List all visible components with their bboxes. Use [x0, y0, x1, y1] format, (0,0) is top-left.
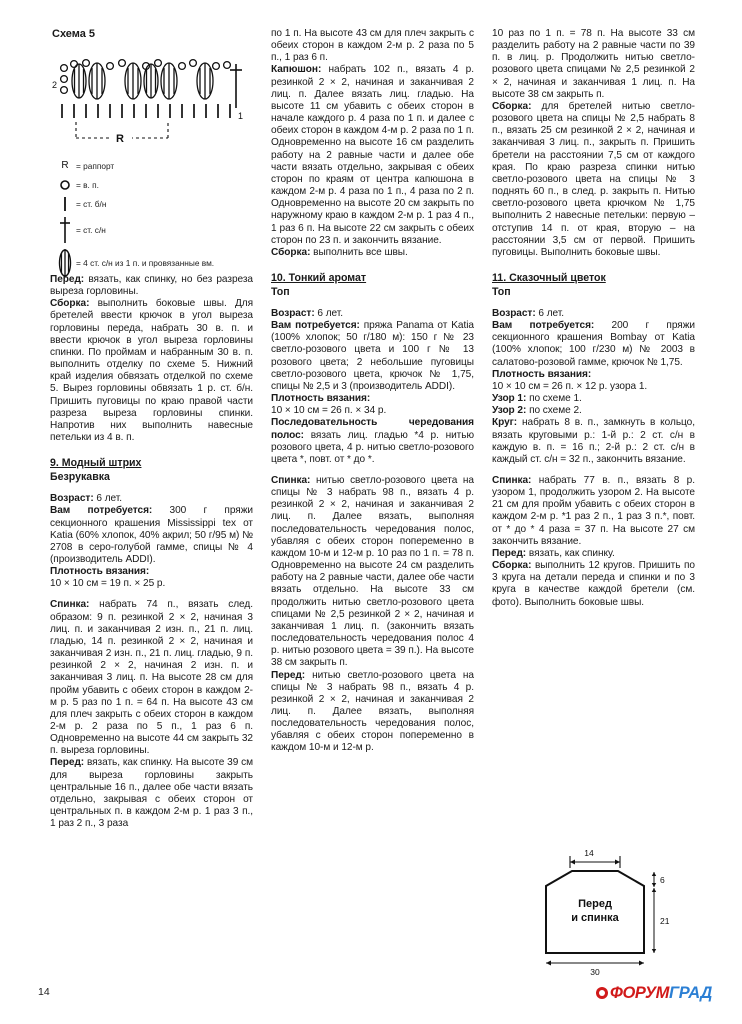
label-materials: Вам потребуется: — [50, 505, 153, 517]
text-back: нитью светло-розового цвета на спицы № 3 набрать 98 п., вязать 4 р. резинкой 2 × 2, начиная и заканчивая 2 лиц. п. Далее вязать, выполняя последовательность чередования полос, убавляя с обеих сторон попеременно в каждом 10-м и 12-м р. 10 раз по 1 п. = 78 п. Одновременно на высоте 24 см разделить работу на 2 равные части, далее обе части вязать отдельно. На высоте 33 см продолжить нитью светло-розового цвета спицами № 2,5 резинкой 2 × 2, начиная и заканчивая 1 лиц. п. (закончить вязать последовательность чередования полос 4 р. нитью розового цвета = 39 п.). На высоте 38 см закрыть п. — [271, 475, 474, 669]
leaf-cluster-icon — [54, 248, 76, 278]
label-materials: Вам потребуется: — [271, 320, 360, 332]
label-age: Возраст: — [271, 307, 315, 319]
legend-text: = в. п. — [76, 179, 99, 190]
text-front: вязать, как спинку. — [526, 547, 615, 559]
section-heading-11: 11. Сказочный цветок — [492, 271, 606, 284]
section-subheading-10: Топ — [271, 285, 290, 298]
paragraph-density-value: 10 × 10 см = 26 п. × 12 р. узора 1. — [492, 380, 648, 392]
paragraph-assembly — [271, 247, 474, 259]
legend-text: = ст. с/н — [76, 224, 106, 235]
paragraph-age — [271, 308, 474, 320]
text-front: вязать, как спинку, но без разреза выреза горловины. — [50, 274, 253, 298]
text-back: набрать 74 п., вязать след. образом: 9 п. резинкой 2 × 2, начиная 3 лиц. п. и заканчивая 2 изн. п., 21 п. лиц. гладью, 14 п. резинкой 2 × 2, начиная и заканчивая 2 изн. п., 21 п. лиц. гладью, 9 п. резинкой 2 × 2, начиная 2 изн. п. и заканчивая 3 лиц. п. На высоте 28 см для пройм убавить с обеих сторон в каждом 2-м р. 5 раз по 1 п. = 64 п. На высоте 43 см для плеч закрыть с обеих сторон в каждом 2-м р. 2 раза по 5 п., 1 раз 6 п. Одновременно на высоте 44 см закрыть 32 п. выреза горловины. — [50, 599, 253, 757]
paragraph-front — [492, 548, 695, 560]
rapport-label: R — [116, 133, 124, 145]
legend-item-double-crochet — [54, 213, 254, 246]
text-assembly: выполнить все швы. — [310, 246, 408, 258]
paragraph-age — [50, 493, 253, 505]
label-materials: Вам потребуется: — [492, 320, 595, 332]
text-back: набрать 77 в. п., вязать 8 р. узором 1, продолжить узором 2. На высоте 21 см для пройм убавить с обеих сторон в каждом 2-м р. *1 раз 2 п., 1 раз 3 п.*, повт. от * до * 4 раза = 37 п. На высоте 27 см закончить вязание. — [492, 475, 695, 547]
label-front: Перед: — [492, 547, 527, 559]
chart-symbols-svg — [50, 46, 253, 154]
text-stripes: вязать лиц. гладью *4 р. нитью розового цвета, 4 р. нитью светло-розового цвета *, повт. от * до *. — [271, 429, 474, 465]
paragraph-stripes — [271, 417, 474, 466]
forum-logo-icon — [596, 987, 608, 999]
paragraph-density-label — [492, 369, 695, 381]
label-assembly: Сборка: — [50, 298, 90, 310]
paragraph-pattern-1 — [492, 393, 695, 405]
paragraph-assembly — [492, 101, 695, 259]
paragraph-back — [50, 599, 253, 757]
chain-stitch-icon — [54, 179, 76, 191]
dimension-side — [652, 888, 656, 953]
text-assembly: для бретелей нитью светло-розового цвета на спицы № 2,5 набрать 8 п., вязать 25 см резинкой 2 × 2, начиная и заканчивая 3 лиц. п., закрыть п. Пришить бретели на расстоянии 7,5 см от каждого края. По краю разреза спинки нитью светло-розового цвета на спицы № 3 поднять 60 п., в след. р. закрыть п. Нитью светло-розового цвета крючком № 1,75 выполнить 2 навесные петельки: первую – отступив 14 п. от края, вторую – на расстоянии 3,5 см от первой. Пришить пуговицы. Выполнить боковые швы. — [492, 100, 695, 258]
paragraph-assembly-2 — [492, 560, 695, 609]
dimension-side-label: 21 — [660, 916, 670, 926]
label-density: Плотность вязания: — [50, 566, 150, 578]
paragraph-density-label — [50, 566, 253, 578]
text-age: 6 лет. — [93, 493, 122, 505]
text-circle: набрать 8 в. п., замкнуть в кольцо, вязать круговыми р.: 1-й р.: 2 ст. с/н в каждую в. п. = 16 п.; 2-й р.: 2 ст. с/н в каждый ст. с/н = 32 п., закончить вязание. — [492, 417, 695, 465]
label-density: Плотность вязания: — [271, 393, 371, 405]
text-age: 6 лет. — [314, 307, 343, 319]
dimension-bottom — [546, 961, 644, 966]
label-front: Перед: — [50, 274, 85, 285]
label-front-2: Перед: — [50, 757, 85, 769]
watermark-red-text: ФОРУМ — [610, 984, 670, 1002]
label-assembly: Сборка: — [492, 100, 532, 112]
text-pattern-2: по схеме 2. — [526, 405, 582, 417]
label-density: Плотность вязания: — [492, 368, 592, 380]
column-2 — [271, 28, 474, 978]
garment-schematic-diagram — [508, 848, 708, 978]
chart-legend — [54, 156, 254, 279]
paragraph-materials — [271, 320, 474, 393]
dimension-shoulder — [652, 872, 656, 887]
single-crochet-icon — [54, 196, 76, 212]
paragraph-continued: по 1 п. На высоте 43 см для плеч закрыть с обеих сторон в каждом 2-м р. 2 раза по 5 п., 1 раз 6 п. — [271, 28, 474, 64]
text-age: 6 лет. — [535, 307, 564, 319]
label-front: Перед: — [271, 669, 306, 681]
legend-text: = раппорт — [76, 160, 115, 171]
paragraph-back — [271, 475, 474, 670]
text-materials: 200 г пряжи секционного крашения Bombay от Katia (100% хлопок; 100 г/230 м) № 2003 в салатово-розовой гамме, крючок № 1,75. — [492, 320, 695, 368]
text-assembly-2: выполнить 12 кругов. Пришить по 3 круга на детали переда и спинки и по 3 круга в качестве каждой бретели (см. фото). Выполнить боковые швы. — [492, 560, 695, 608]
leaf-cluster — [89, 63, 105, 99]
section-heading-9: 9. Модный штрих — [50, 457, 142, 470]
paragraph-density-value: 10 × 10 см = 26 п. × 34 р. — [271, 405, 387, 417]
label-assembly: Сборка: — [271, 246, 311, 258]
label-stripes: Последовательность чередования полос: — [271, 417, 474, 441]
paragraph-pattern-2 — [492, 405, 695, 417]
legend-item-cluster — [54, 246, 254, 279]
legend-text: = ст. б/н — [76, 198, 107, 209]
watermark-blue-text: ГРАД — [669, 984, 712, 1002]
label-pattern-1: Узор 1: — [492, 393, 527, 405]
text-materials: пряжа Panama от Katia (100% хлопок; 50 г/180 м): 150 г № 23 светло-розового цвета и 100 г № 13 розового цвета; 2 небольшие пуговицы светло-розового цвета, крючок № 1,75, спицы № 2,5 и 3 (производитель ADDI). — [271, 320, 474, 392]
paragraph-hood — [271, 64, 474, 246]
dimension-bottom-label: 30 — [590, 967, 600, 977]
label-age: Возраст: — [50, 493, 94, 505]
label-assembly-2: Сборка: — [492, 560, 532, 572]
paragraph-density-value: 10 × 10 см = 19 п. × 25 р. — [50, 578, 166, 590]
section-subheading-9: Безрукавка — [50, 471, 110, 484]
label-age: Возраст: — [492, 307, 536, 319]
text-materials: 300 г пряжи секционного крашения Mississippi tex от Katia (60% хлопок, 40% акрил; 50 г/95 м) № 2708 в серо-голубой гамме, спицы № 4 (производитель ADDI). — [50, 505, 253, 565]
page-number: 14 — [38, 986, 50, 998]
row-label-1: 1 — [238, 111, 244, 121]
legend-item-chain — [54, 175, 254, 194]
piece-label-line2: и спинка — [571, 912, 619, 924]
paragraph-continued: 10 раз по 1 п. = 78 п. На высоте 33 см разделить работу на 2 равные части по 39 п. в лиц. р. Продолжить нитью светло-розового цвета спицами № 2,5 резинкой 2 × 2, начиная и заканчивая 1 лиц. п. На высоте 38 см закрыть п. — [492, 28, 695, 100]
label-back: Спинка: — [492, 475, 532, 486]
double-crochet-icon — [54, 216, 76, 244]
paragraph-front — [271, 670, 474, 755]
label-back: Спинка: — [50, 599, 90, 611]
text-assembly: выполнить боковые швы. Для бретелей ввести крючок в угол выреза горловины переда, набрать 30 в. п. и ввести крючок в угол выреза горловины спинки. По проймам и набранным 30 в. п. выполнить отделку по схеме 5. Нижний край изделия обвязать отделкой по схеме 5. Вырез горловины обвязать 1 р. ст. б/н. Пришить пуговицы по краю правой части разреза выреза горловины спинки. Напротив них выполнить навесные петельки из 4 в. п. — [50, 298, 253, 444]
dimension-top-label: 14 — [584, 848, 594, 858]
text-front: нитью светло-розового цвета на спицы № 3 набрать 98 п., вязать 4 р. резинкой 2 × 2, начиная и заканчивая 2 лиц. п. Далее вязать, выполняя последовательность чередования полос, убавляя с обеих сторон попеременно в каждом 10-м и 12-м р. — [271, 669, 474, 754]
legend-text: = 4 ст. с/н из 1 п. и провязанные вм. — [76, 257, 215, 268]
text-hood: набрать 102 п., вязать 4 р. резинкой 2 × 2, начиная и заканчивая 2 лиц. п. Далее вязать лиц. гладью. На высоте 11 см убавить с обеих сторон в начале каждого р. 4 раза по 1 п. и далее с обеих сторон в каждом 4-м р. 2 раза по 1 п. Одновременно на высоте 16 см разделить работу на 2 равные части и далее обе части вязать отдельно, закрывая с обеих сторон по краям от центра капюшона в каждом 2-м р. 4 раза по 1 п., 4 раза по 2 п. Одновременно на высоте 20 см закрыть по наружному краю в каждом 2-м р. 1 раз 4 п., 1 раз 6 п. На высоте 22 см закрыть с обеих сторон по 23 п. и закончить вязание. — [271, 64, 474, 246]
paragraph-density-label — [271, 393, 474, 405]
watermark — [596, 984, 712, 1003]
section-subheading-11: Топ — [492, 285, 511, 298]
three-column-layout — [50, 28, 696, 978]
column-1 — [50, 28, 253, 978]
paragraph-circle — [492, 417, 695, 466]
paragraph-age — [492, 308, 695, 320]
legend-item-rapport — [54, 156, 254, 175]
legend-item-single-crochet — [54, 194, 254, 213]
section-heading-10: 10. Тонкий аромат — [271, 271, 367, 284]
label-circle: Круг: — [492, 417, 518, 429]
paragraph-assembly — [50, 298, 253, 444]
text-pattern-1: по схеме 1. — [526, 393, 582, 405]
base-row-sc — [62, 104, 230, 118]
rapport-icon: R — [61, 160, 69, 171]
crochet-chart-schema-5 — [50, 46, 253, 274]
paragraph-materials — [50, 505, 253, 566]
dimension-top — [570, 856, 620, 868]
paragraph-front-2 — [50, 757, 253, 830]
schematic-svg — [508, 848, 708, 978]
piece-label-line1: Перед — [578, 898, 612, 910]
schema-title: Схема 5 — [52, 28, 96, 40]
row-label-2: 2 — [52, 80, 58, 90]
paragraph-materials — [492, 320, 695, 369]
label-back: Спинка: — [271, 475, 311, 486]
text-front-2: вязать, как спинку. На высоте 39 см для выреза горловины закрыть центральные 16 п., далее обе части вязать отдельно, закрывая с обеих сторон от центральных п. в каждом 2-м р. 1 раз 3 п., 1 раз 2 п., 3 раза — [50, 757, 253, 830]
dimension-shoulder-label: 6 — [660, 875, 665, 885]
label-hood: Капюшон: — [271, 64, 322, 76]
paragraph-back — [492, 475, 695, 548]
label-pattern-2: Узор 2: — [492, 405, 527, 417]
column-3 — [492, 28, 695, 978]
